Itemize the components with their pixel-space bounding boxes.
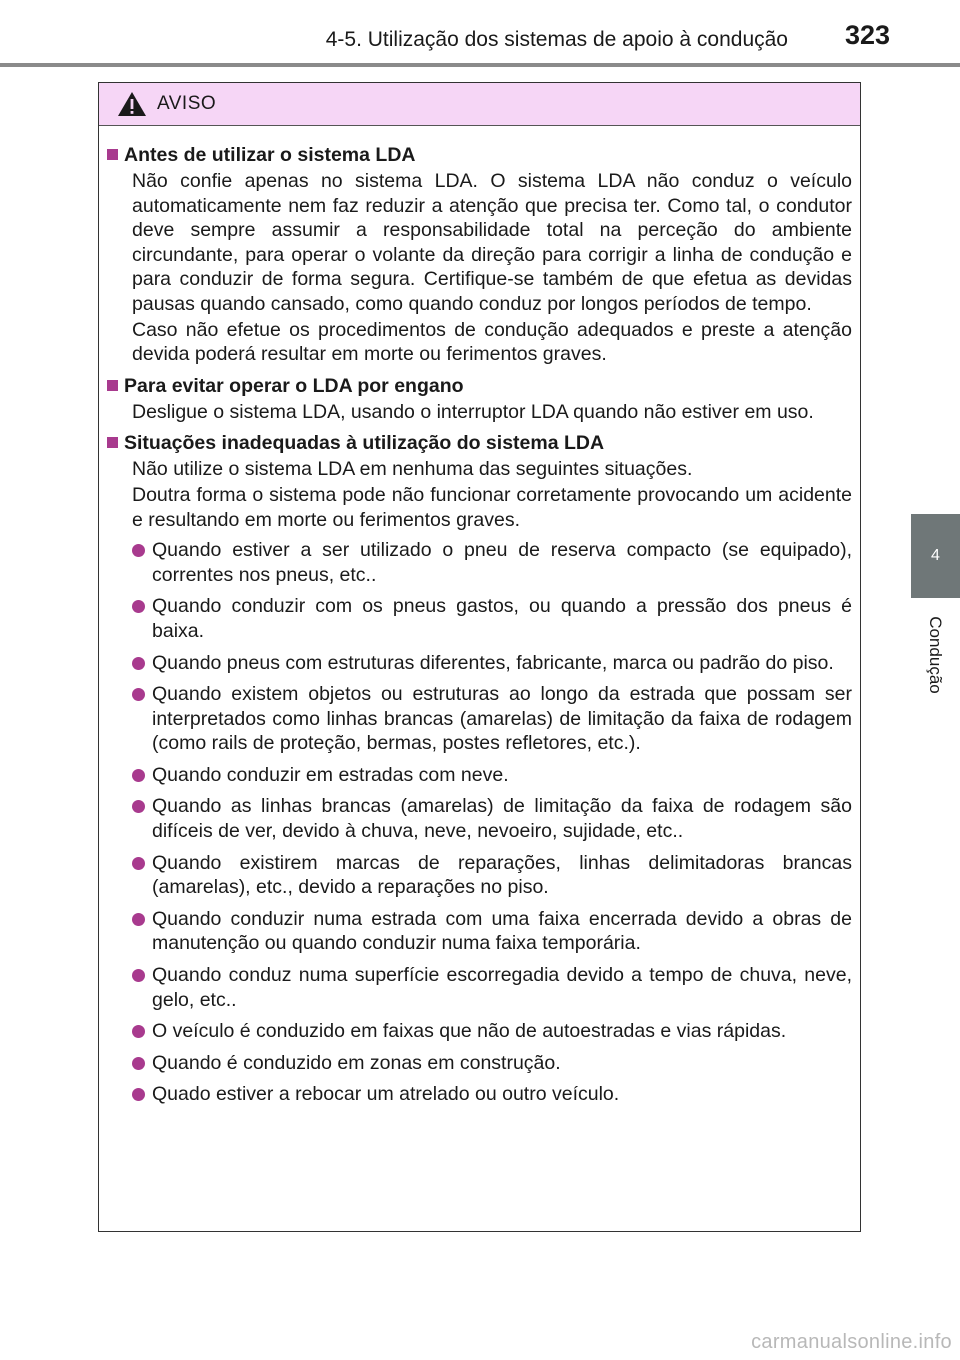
watermark: carmanualsonline.info: [751, 1331, 952, 1353]
warning-title: AVISO: [157, 93, 217, 114]
warning-box: [98, 82, 861, 1232]
list-item-text: Quando existirem marcas de reparações, linhas delimitadoras brancas (amarelas), etc., devido a reparações no piso.: [152, 851, 852, 899]
list-item-text: Quando estiver a ser utilizado o pneu de reserva compacto (se equipado), correntes nos pneus, etc..: [152, 539, 852, 586]
chapter-title: 4-5. Utilização dos sistemas de apoio à condução: [325, 28, 788, 51]
section-heading: [107, 430, 852, 456]
section-paragraph: Doutra forma o sistema pode não funcionar corretamente provocando um acidente e resultando em morte ou ferimentos graves.: [132, 483, 852, 531]
list-item: [132, 651, 852, 676]
warning-triangle-icon: [117, 91, 147, 117]
circle-bullet-icon: [132, 857, 145, 870]
circle-bullet-icon: [132, 800, 145, 813]
list-item-text: Quando conduzir com os pneus gastos, ou quando a pressão dos pneus é baixa.: [152, 595, 852, 642]
circle-bullet-icon: [132, 600, 145, 613]
square-bullet-icon: [107, 380, 118, 391]
list-item: [132, 594, 852, 643]
circle-bullet-icon: [132, 1057, 145, 1070]
section-inadequate-situations: [107, 430, 852, 1107]
circle-bullet-icon: [132, 969, 145, 982]
circle-bullet-icon: [132, 544, 145, 557]
square-bullet-icon: [107, 149, 118, 160]
list-item-text: Quando as linhas brancas (amarelas) de limitação da faixa de rodagem são difíceis de ver, devido à chuva, neve, nevoeiro, sujidade, etc..: [152, 795, 852, 843]
section-before-use: [107, 142, 852, 367]
circle-bullet-icon: [132, 769, 145, 782]
chapter-tab-label: Condução: [926, 616, 945, 694]
list-item-text: Quando existem objetos ou estruturas ao longo da estrada que possam ser interpretados como linhas brancas (amarelas) de limitação da faixa de rodagem (como rails de proteção, bermas, postes refletores, etc.).: [152, 683, 852, 755]
section-paragraph: Desligue o sistema LDA, usando o interruptor LDA quando não estiver em uso.: [132, 400, 814, 423]
list-item: [132, 763, 852, 788]
list-item: [132, 907, 852, 956]
section-avoid-mistake: [107, 373, 852, 425]
warning-header: [99, 83, 860, 126]
section-heading-text: Antes de utilizar o sistema LDA: [124, 144, 416, 166]
list-item: [132, 538, 852, 587]
chapter-tab-number: 4: [931, 547, 940, 564]
list-item-text: Quando pneus com estruturas diferentes, fabricante, marca ou padrão do piso.: [152, 651, 834, 674]
section-heading-text: Situações inadequadas à utilização do sistema LDA: [124, 432, 605, 455]
list-item: [132, 963, 852, 1012]
list-item: [132, 1051, 852, 1076]
section-paragraph: Não confie apenas no sistema LDA. O sistema LDA não conduz o veículo automaticamente nem faz reduzir a atenção que precisa ter. Como tal, o condutor deve sempre assumir a responsabilidade total na perceção do ambiente circundante, para operar o volante da direção para corrigir a linha de condução e para conduzir de forma segura. Certifique-se também de que efetua as devidas pausas quando cansado, como quando conduz por longos períodos de tempo.: [132, 170, 852, 315]
list-item: [132, 1019, 852, 1044]
chapter-tab[interactable]: [911, 514, 960, 598]
list-item: [132, 794, 852, 843]
list-item-text: Quando conduzir em estradas com neve.: [152, 763, 509, 786]
circle-bullet-icon: [132, 1088, 145, 1101]
circle-bullet-icon: [132, 913, 145, 926]
list-item-text: Quando é conduzido em zonas em construção.: [152, 1051, 561, 1074]
list-item-text: Quado estiver a rebocar um atrelado ou outro veículo.: [152, 1083, 620, 1106]
warning-body: [99, 126, 860, 1107]
list-item: [132, 851, 852, 900]
list-item-text: O veículo é conduzido em faixas que não de autoestradas e vias rápidas.: [152, 1020, 787, 1043]
section-paragraph: Não utilize o sistema LDA em nenhuma das seguintes situações.: [132, 458, 693, 481]
page-header: [0, 0, 960, 70]
page-number: 323: [844, 20, 890, 50]
section-heading: [107, 142, 852, 168]
section-paragraph: Caso não efetue os procedimentos de condução adequados e preste a atenção devida poderá resultar em morte ou ferimentos graves.: [132, 318, 852, 366]
header-rule: [0, 63, 960, 67]
circle-bullet-icon: [132, 657, 145, 670]
circle-bullet-icon: [132, 688, 145, 701]
list-item: [132, 682, 852, 756]
section-heading: [107, 373, 852, 399]
list-item: [132, 1082, 852, 1107]
square-bullet-icon: [107, 437, 118, 448]
list-item-text: Quando conduz numa superfície escorregadia devido a tempo de chuva, neve, gelo, etc..: [152, 964, 852, 1011]
circle-bullet-icon: [132, 1025, 145, 1038]
situation-list: [107, 538, 852, 1107]
section-heading-text: Para evitar operar o LDA por engano: [124, 374, 464, 397]
list-item-text: Quando conduzir numa estrada com uma faixa encerrada devido a obras de manutenção ou quando conduzir numa faixa temporária.: [152, 907, 852, 955]
